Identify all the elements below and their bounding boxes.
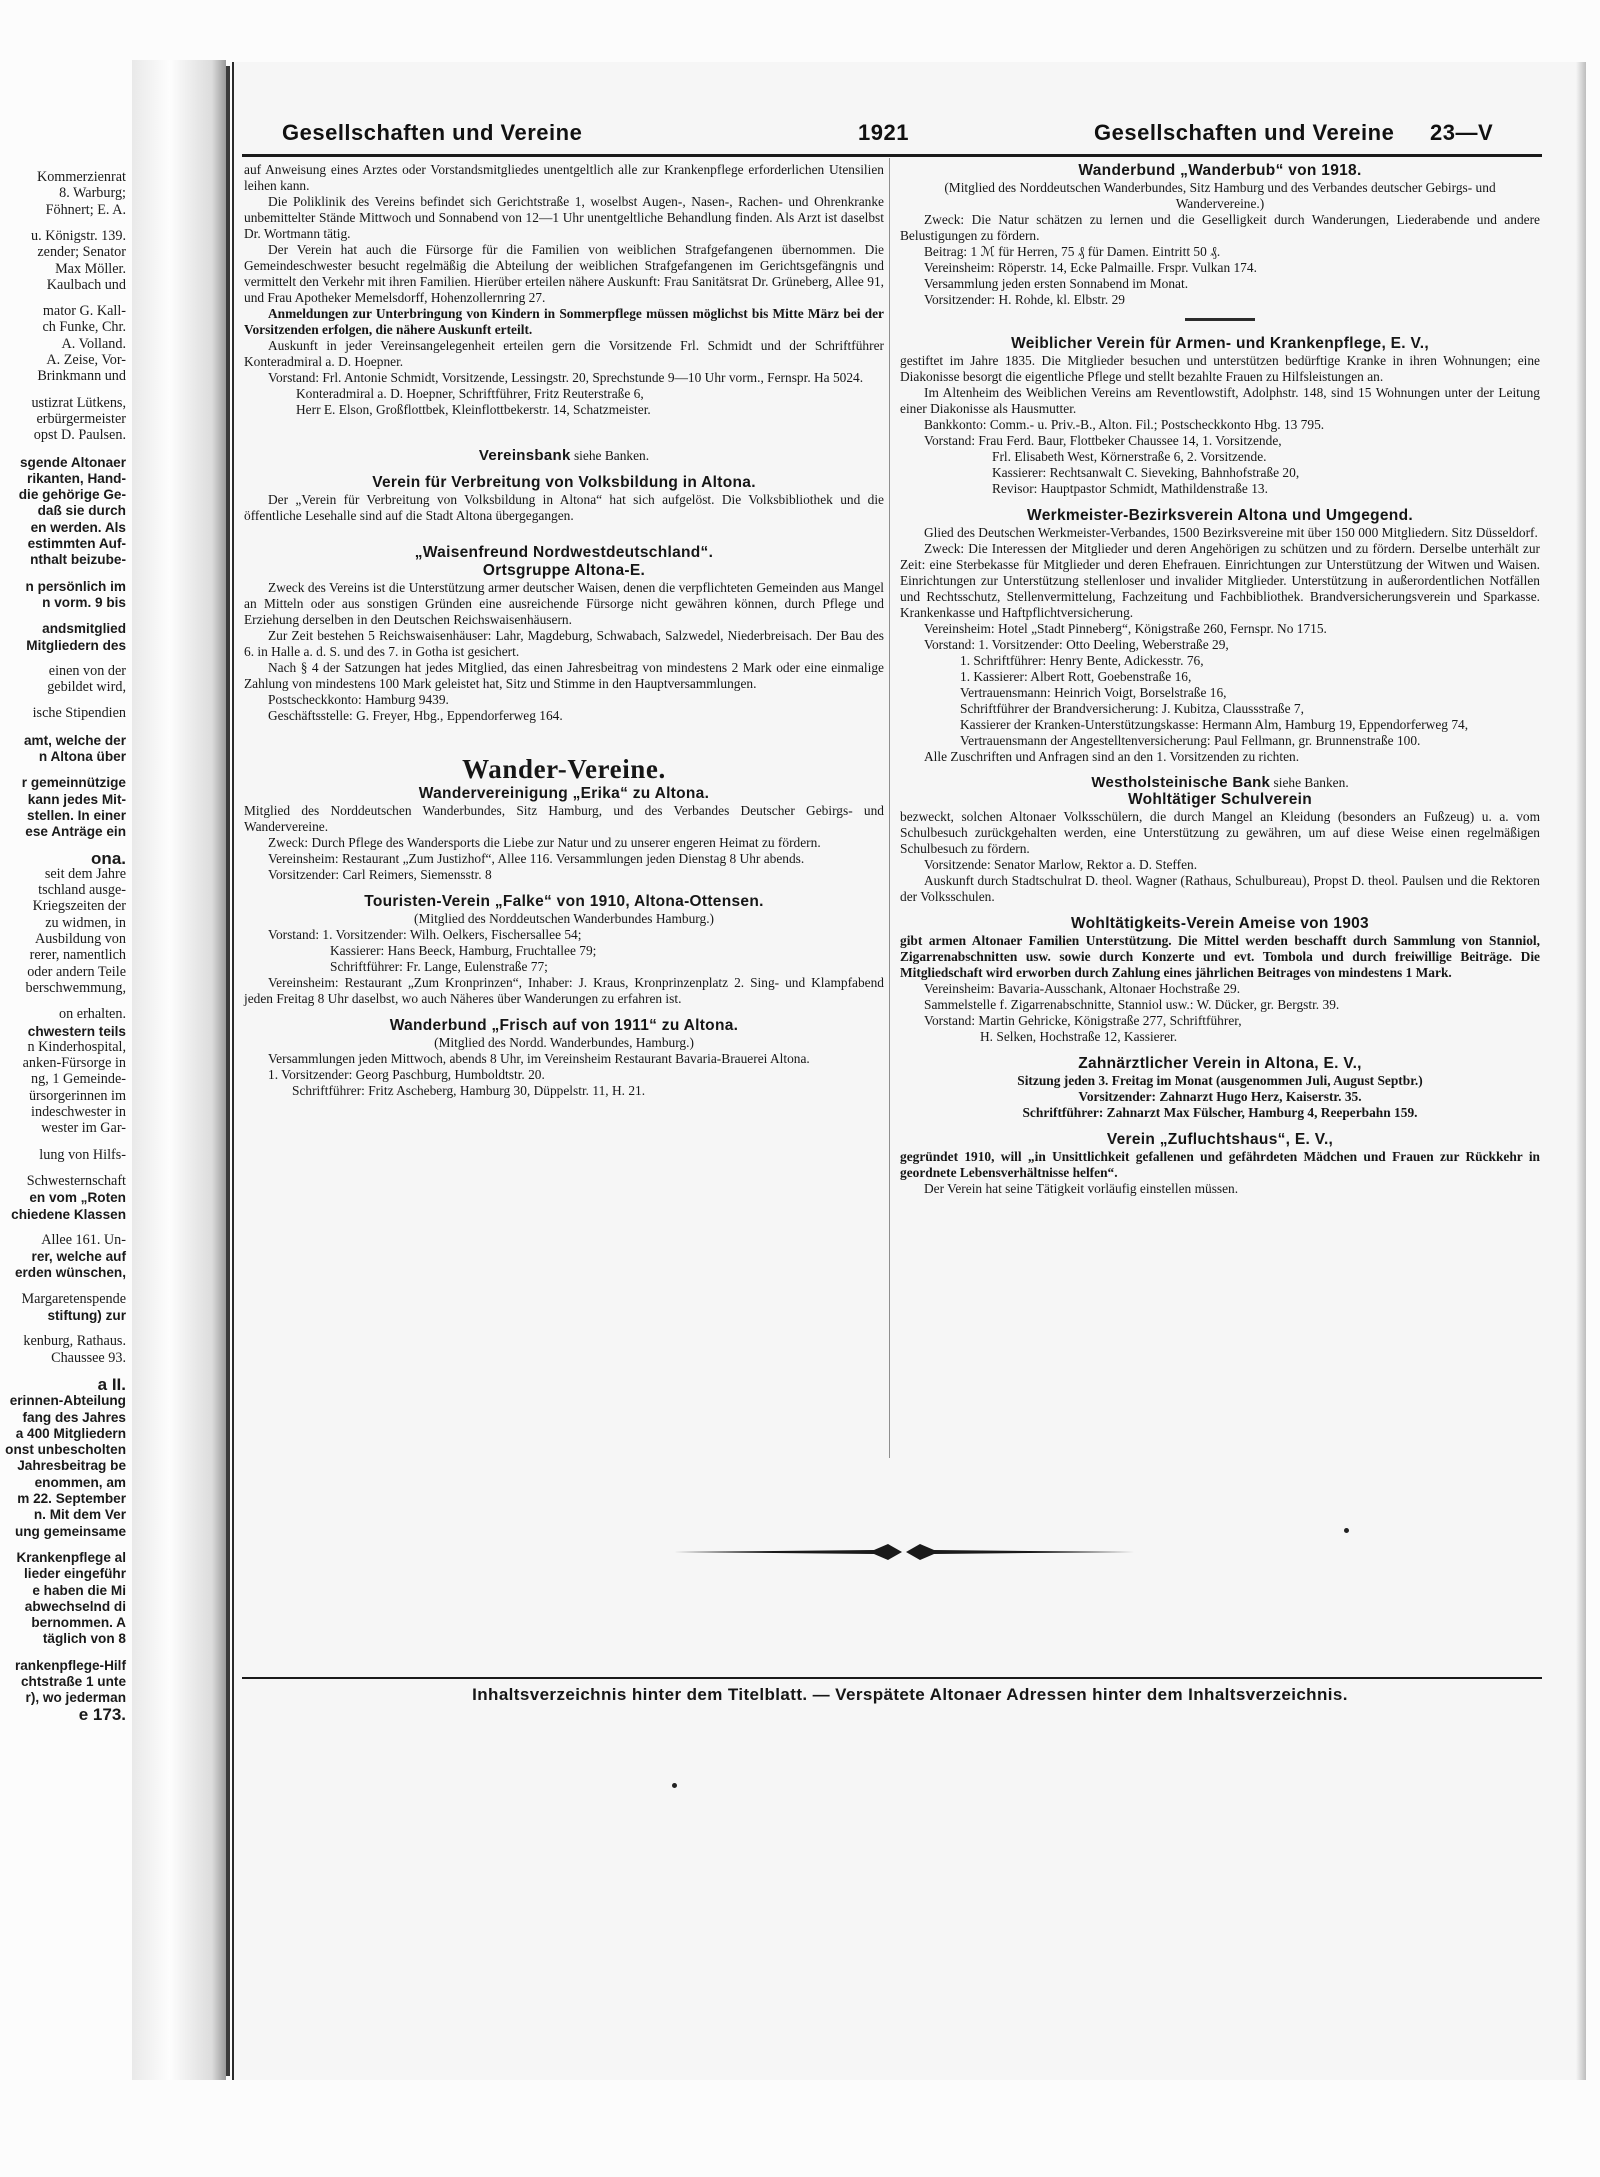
adjacent-page-line: estimmten Auf-: [27, 536, 126, 551]
adjacent-page-line: A. Zeise, Vor-: [46, 352, 126, 368]
adjacent-page-line: a 400 Mitgliedern: [15, 1425, 126, 1441]
adjacent-page-line: a II.: [97, 1374, 126, 1394]
adjacent-page-line: n persönlich im: [25, 578, 126, 594]
entry-text: Alle Zuschriften und Anfragen sind an den 1. Vorsitzenden zu richten.: [924, 749, 1300, 764]
entry-text: Vorsitzender: H. Rohde, kl. Elbstr. 29: [924, 292, 1125, 307]
entry-text: Die Poliklinik des Vereins befindet sich Gerichtstraße 1, woselbst Augen-, Nasen-, Rachen- und Ohrenkranke unbemittelter Stände Mittwoch und Sonnabend von 12—1 Uhr unentgeltliche Behandlung finden. Als Arzt ist daselbst Dr. Wortmann tätig.: [244, 194, 884, 241]
ornament-left-swash: [674, 1544, 902, 1560]
entry-title: Touristen-Verein „Falke“ von 1910, Altona-Ottensen.: [364, 893, 764, 910]
adjacent-page-line: rikanten, Hand-: [27, 470, 126, 486]
section-heading: Wander-Vereine.: [462, 754, 666, 784]
adjacent-page-line: kenburg, Rathaus.: [23, 1333, 126, 1350]
adjacent-page-line: seit dem Jahre: [44, 865, 126, 882]
entry-subtitle: (Mitglied des Norddeutschen Wanderbundes, Sitz Hamburg und des Verbandes deutscher Gebirgs- und Wandervereine.): [944, 180, 1496, 211]
page-edge: [226, 66, 230, 2076]
main-page: [232, 62, 1586, 2080]
adjacent-page-line: tschland ausge-: [38, 882, 126, 899]
entry-text: Sitzung jeden 3. Freitag im Monat (ausgenommen Juli, August Septbr.): [1017, 1073, 1423, 1088]
header-rule: [242, 154, 1542, 157]
entry-subtitle: (Mitglied des Nordd. Wanderbundes, Hamburg.): [434, 1035, 694, 1050]
entry-text: Der Verein hat auch die Fürsorge für die Familien von weiblichen Strafgefangenen übernommen. Die Gemeindeschwester besucht regelmäßig die Abteilung der weiblichen Strafgefangenen im Gerichtsgefängnis und vermittelt den Verkehr mit ihren Familien. Hierüber erteilen nähere Auskunft: Frau Sanitätsrat Dr. Grüneberg, Allee 91, und Frau Apotheker Memelsdorff, Hohenzollernring 27.: [244, 242, 884, 305]
entry-text: gestiftet im Jahre 1835. Die Mitglieder besuchen und unterstützen bedürftige Kranke in ihren Wohnungen; eine Diakonisse besorgt die eigentliche Pflege und stellt bezahlte Frauen zu Hilfsleistungen an.: [900, 353, 1540, 384]
entry-text: Auskunft durch Stadtschulrat D. theol. Wagner (Rathaus, Schulbureau), Propst D. theol. Paulsen und die Rektoren der Volksschulen.: [900, 873, 1540, 904]
adjacent-page-line: Allee 161. Un-: [41, 1231, 126, 1248]
entry-text: Vertrauensmann: Heinrich Voigt, Borselstraße 16,: [960, 685, 1227, 700]
adjacent-page-line: täglich von 8: [42, 1631, 126, 1647]
entry-title: Werkmeister-Bezirksverein Altona und Umgegend.: [1027, 507, 1413, 524]
entry-text: Sammelstelle f. Zigarrenabschnitte, Stanniol usw.: W. Dücker, gr. Bergstr. 39.: [924, 997, 1340, 1012]
reference-text: siehe Banken.: [570, 448, 650, 463]
entry-title: Wohltätiger Schulverein: [1127, 791, 1313, 808]
adjacent-page-line: Mitgliedern des: [26, 637, 126, 653]
entry-text: Anmeldungen zur Unterbringung von Kindern in Sommerpflege müssen möglichst bis Mitte März bei der Vorsitzenden erfolgen, die nähere Auskunft erteilt.: [244, 306, 884, 337]
header-year: 1921: [858, 120, 909, 145]
entry-text: Kassierer: Rechtsanwalt C. Sieveking, Bahnhofstraße 20,: [992, 465, 1300, 480]
book-gutter: [132, 60, 226, 2080]
right-column: [900, 162, 1540, 1197]
adjacent-page-line: zender; Senator: [37, 244, 126, 261]
entry-title: Wohltätigkeits-Verein Ameise von 1903: [1071, 915, 1369, 932]
adjacent-page-line: oder andern Teile: [27, 963, 126, 980]
entry-subtitle: (Mitglied des Norddeutschen Wanderbundes Hamburg.): [413, 911, 715, 926]
adjacent-page-line: ch Funke, Chr.: [42, 319, 126, 336]
entry-text: Kassierer: Hans Beeck, Hamburg, Fruchtallee 79;: [330, 943, 597, 958]
adjacent-page-line: andsmitglied: [42, 621, 126, 637]
entry-title: Verein „Zufluchtshaus“, E. V.,: [1106, 1131, 1334, 1148]
entry-text: 1. Kassierer: Albert Rott, Goebenstraße 16,: [960, 669, 1192, 684]
entry-text: Vertrauensmann der Angestelltenversicherung: Paul Fellmann, gr. Brunnenstraße 100.: [960, 733, 1421, 748]
adjacent-page-line: stellen. In einer: [27, 807, 126, 823]
adjacent-page-line: n. Mit dem Ver: [33, 1507, 126, 1523]
entry-text: Vorstand: Frau Ferd. Baur, Flottbeker Chaussee 14, 1. Vorsitzende,: [924, 433, 1282, 448]
reference-text: siehe Banken.: [1270, 775, 1349, 790]
adjacent-page-line: ustizrat Lütkens,: [31, 394, 126, 411]
entry-text: Vorsitzende: Senator Marlow, Rektor a. D. Steffen.: [924, 857, 1198, 872]
entry-text: Versammlung jeden ersten Sonnabend im Monat.: [924, 276, 1189, 291]
entry-text: Vereinsheim: Bavaria-Ausschank, Altonaer Hochstraße 29.: [924, 981, 1241, 996]
adjacent-page-line: ona.: [91, 848, 126, 868]
header-right-title: Gesellschaften und Vereine: [1094, 120, 1395, 145]
entry-text: Mitglied des Norddeutschen Wanderbundes, Sitz Hamburg, und des Verbandes Deutscher Gebirgs- und Wandervereine.: [244, 803, 884, 834]
adjacent-page-line: lung von Hilfs-: [39, 1146, 126, 1163]
adjacent-page-line: ese Anträge ein: [25, 824, 126, 840]
entry-text: Vorstand: 1. Vorsitzender: Otto Deeling, Weberstraße 29,: [924, 637, 1229, 652]
adjacent-page-line: m 22. September: [17, 1491, 126, 1506]
adjacent-page-line: erbürgermeister: [36, 410, 126, 427]
adjacent-page-line: Kommerzienrat: [36, 170, 126, 185]
adjacent-page-line: A. Volland.: [61, 335, 126, 352]
entry-text: 1. Vorsitzender: Georg Paschburg, Humboldtstr. 20.: [268, 1067, 545, 1082]
entry-text: Vorsitzender: Carl Reimers, Siemensstr. 8: [268, 867, 492, 882]
adjacent-page-line: ung gemeinsame: [14, 1523, 126, 1539]
adjacent-page-line: ng, 1 Gemeinde-: [31, 1071, 126, 1088]
adjacent-page-line: chwestern teils: [27, 1023, 126, 1039]
adjacent-page-line: en werden. Als: [30, 519, 126, 535]
adjacent-page-line: e 173.: [78, 1704, 126, 1724]
adjacent-page-line: indeschwester in: [31, 1104, 126, 1120]
cross-reference: [244, 448, 884, 464]
footer-note: Inhaltsverzeichnis hinter dem Titelblatt. — Verspätete Altonaer Adressen hinter dem Inhaltsverzeichnis.: [472, 1685, 1348, 1704]
adjacent-page-line: rer, welche auf: [31, 1249, 126, 1265]
decorative-ornament: [674, 1540, 1134, 1564]
adjacent-page-line: enommen, am: [34, 1474, 126, 1490]
adjacent-page-line: n vorm. 9 bis: [42, 594, 126, 610]
adjacent-page-line: opst D. Paulsen.: [33, 427, 126, 444]
adjacent-page-line: amt, welche der: [24, 732, 126, 748]
adjacent-page-line: Chaussee 93.: [51, 1349, 126, 1366]
adjacent-page-line: gebildet wird,: [47, 679, 126, 696]
adjacent-page-line: Krankenpflege al: [16, 1549, 126, 1565]
adjacent-page-line: bernommen. A: [31, 1615, 126, 1631]
adjacent-page-line: on erhalten.: [59, 1006, 126, 1023]
adjacent-page-line: die gehörige Ge-: [18, 487, 126, 503]
adjacent-page-line: nthalt beizube-: [30, 552, 126, 568]
entry-title: Verein für Verbreitung von Volksbildung in Altona.: [372, 474, 756, 491]
entry-text: Glied des Deutschen Werkmeister-Verbandes, 1500 Bezirksvereine mit über 150 000 Mitgliedern. Sitz Düsseldorf.: [924, 525, 1538, 540]
entry-text: Vorsitzender: Zahnarzt Hugo Herz, Kaiserstr. 35.: [1078, 1089, 1362, 1104]
entry-text: Postscheckkonto: Hamburg 9439.: [268, 692, 449, 707]
adjacent-page-line: 8. Warburg;: [59, 185, 126, 202]
entry-text: 1. Schriftführer: Henry Bente, Adickesstr. 76,: [960, 653, 1204, 668]
entry-text: Schriftführer: Fr. Lange, Eulenstraße 77;: [330, 959, 548, 974]
adjacent-page-line: Brinkmann und: [37, 368, 126, 385]
adjacent-page-line: fang des Jahres: [22, 1409, 126, 1425]
entry-text: Im Altenheim des Weiblichen Vereins am Reventlowstift, Adolphstr. 148, sind 15 Wohnungen unter der Leitung einer Diakonisse als Hausmutter.: [900, 385, 1540, 416]
entry-title: Zahnärztlicher Verein in Altona, E. V.,: [1078, 1055, 1362, 1072]
entry-text: Vereinsheim: Hotel „Stadt Pinneberg“, Königstraße 260, Fernspr. No 1715.: [924, 621, 1327, 636]
adjacent-page-line: Kaulbach und: [46, 276, 126, 293]
adjacent-page-line: Max Möller.: [55, 260, 126, 277]
entry-text: H. Selken, Hochstraße 12, Kassierer.: [980, 1029, 1178, 1044]
entry-title: Wanderbund „Wanderbub“ von 1918.: [1078, 162, 1362, 179]
entry-subtitle: Ortsgruppe Altona-E.: [482, 562, 646, 579]
adjacent-page-line: berschwemmung,: [25, 979, 126, 996]
adjacent-page-line: erinnen-Abteilung: [9, 1393, 126, 1409]
entry-text: Der „Verein für Verbreitung von Volksbildung in Altona“ hat sich aufgelöst. Die Volksbibliothek und die öffentliche Lesehalle sind auf die Stadt Altona übergegangen.: [244, 492, 884, 523]
adjacent-page-line: Jahresbeitrag be: [17, 1458, 126, 1474]
entry-text: Der Verein hat seine Tätigkeit vorläufig einstellen müssen.: [924, 1181, 1239, 1196]
adjacent-page-line: daß sie durch: [37, 503, 126, 519]
entry-text: Zweck: Die Interessen der Mitglieder und deren Angehörigen zu schützen und zu fördern. Derselbe unterhält zur Zeit: eine Sterbekasse für Mitglieder und deren Ehefrauen. Einrichtungen zur Unterstützung der Witwen und Waisen. Einrichtungen zur Unterstützung stellenloser und invalider Mitglieder. Unterstützung in außerordentlichen Notfällen und Rechtsschutz, Stellenvermittelung, Fachzeitung und Fachbibliothek. Brandversicherungsverein und Sparkasse. Krankenkasse und Haftpflichtversicherung.: [900, 541, 1540, 620]
footer-rule: [242, 1677, 1542, 1679]
adjacent-page-line: rerer, namentlich: [29, 947, 126, 964]
entry-text: Vereinsheim: Röperstr. 14, Ecke Palmaille. Frspr. Vulkan 174.: [924, 260, 1257, 275]
entry-text: Nach § 4 der Satzungen hat jedes Mitglied, das einen Jahresbeitrag von mindestens 2 Mark oder eine einmalige Zahlung von mindestens 100 Mark geleistet hat, Sitz und Stimme in den Hauptversammlungen.: [244, 660, 884, 691]
adjacent-page-line: Ausbildung von: [34, 931, 126, 947]
adjacent-page-fragment: [0, 170, 132, 2030]
cross-reference: [900, 775, 1540, 791]
entry-text: bezweckt, solchen Altonaer Volksschülern, die durch Mangel an Kleidung (besonders an Fußzeug) u. a. vom Schulbesuch zurückgehalten werden, eine Unterstützung zu gewähren, um auf diese Weise einen regelmäßigen Schulbesuch zu fördern.: [900, 809, 1540, 856]
entry-title: Wanderbund „Frisch auf von 1911“ zu Altona.: [389, 1017, 739, 1034]
entry-text: Konteradmiral a. D. Hoepner, Schriftführer, Fritz Reuterstraße 6,: [296, 386, 644, 401]
ornament-right-swash: [906, 1544, 1134, 1560]
entry-text: Vorstand: Frl. Antonie Schmidt, Vorsitzende, Lessingstr. 20, Sprechstunde 9—10 Uhr vorm., Fernspr. Ha 5024.: [268, 370, 864, 385]
adjacent-page-line: lieder eingeführ: [24, 1566, 126, 1582]
entry-text: Schriftführer der Brandversicherung: J. Kubitza, Claussstraße 7,: [960, 701, 1304, 716]
entry-text: Frl. Elisabeth West, Körnerstraße 6, 2. Vorsitzende.: [992, 449, 1267, 464]
entry-text: Revisor: Hauptpastor Schmidt, Mathildenstraße 13.: [992, 481, 1268, 496]
adjacent-page-line: ische Stipendien: [32, 705, 126, 722]
entry-text: Bankkonto: Comm.- u. Priv.-B., Alton. Fil.; Postscheckkonto Hbg. 13 795.: [924, 417, 1325, 432]
entry-title: Westholsteinische Bank: [1091, 774, 1271, 791]
entry-text: gibt armen Altonaer Familien Unterstützung. Die Mittel werden beschafft durch Sammlung von Stanniol, Zigarrenabschnitten usw. sowie durch Konzerte und evt. Tombola und durch freiwillige Beiträge. Die Mitgliedschaft wird erworben durch Zahlung eines jährlichen Beitrages von mindestens 1 Mark.: [900, 933, 1540, 980]
entry-text: Zweck: Durch Pflege des Wandersports die Liebe zur Natur und zu unserer engeren Heimat zu fördern.: [268, 835, 821, 850]
left-column: [244, 162, 884, 1099]
adjacent-page-line: e haben die Mi: [32, 1582, 126, 1598]
adjacent-page-line: chiedene Klassen: [11, 1206, 126, 1222]
adjacent-page-line: Schwesternschaft: [26, 1172, 126, 1189]
entry-text: Zur Zeit bestehen 5 Reichswaisenhäuser: Lahr, Magdeburg, Schwabach, Salzwedel, Niederbreisach. Der Bau des 6. in Halle a. d. S. und des 7. in Gotha ist gesichert.: [244, 628, 884, 659]
entry-text: Schriftführer: Zahnarzt Max Fülscher, Hamburg 4, Reeperbahn 159.: [1022, 1105, 1418, 1120]
header-left-title: Gesellschaften und Vereine: [282, 120, 583, 145]
entry-text: Vereinsheim: Restaurant „Zum Kronprinzen“, Inhaber: J. Kraus, Kronprinzenplatz 2. Sing- und Klampfabend jeden Freitag 8 Uhr daselbst, wo auch Näheres über Wanderungen zu erfahren ist.: [244, 975, 884, 1006]
entry-text: Kassierer der Kranken-Unterstützungskasse: Hermann Alm, Hamburg 19, Eppendorferweg 74,: [960, 717, 1469, 732]
adjacent-page-line: r), wo jederman: [25, 1690, 126, 1706]
adjacent-page-line: stiftung) zur: [47, 1308, 126, 1323]
entry-text: Zweck des Vereins ist die Unterstützung armer deutscher Waisen, denen die verpflichteten Gemeinden aus Mangel an Mitteln oder aus sonstigen Gründen eine ausreichende Fürsorge nicht gewähren können, durch Pflege und Erziehung derselben in den Deutschen Reichswaisenhäusern.: [244, 580, 884, 627]
adjacent-page-line: anken-Fürsorge in: [22, 1055, 126, 1072]
page-number: 23—V: [1430, 120, 1494, 145]
adjacent-page-line: sgende Altonaer: [19, 454, 126, 470]
adjacent-page-line: Margaretenspende: [21, 1290, 126, 1307]
entry-text: auf Anweisung eines Arztes oder Vorstandsmitgliedes unentgeltlich alle zur Krankenpflege erforderlichen Utensilien leihen kann.: [244, 162, 884, 193]
entry-text: Vorstand: Martin Gehricke, Königstraße 277, Schriftführer,: [924, 1013, 1242, 1028]
adjacent-page-line: u. Königstr. 139.: [31, 227, 126, 244]
adjacent-page-line: n Altona über: [38, 749, 126, 764]
entry-text: Vereinsheim: Restaurant „Zum Justizhof“, Allee 116. Versammlungen jeden Dienstag 8 Uhr abends.: [268, 851, 805, 866]
entry-text: Herr E. Elson, Großflottbek, Kleinflottbekerstr. 14, Schatzmeister.: [296, 402, 651, 417]
column-divider: [889, 158, 890, 1458]
adjacent-page-line: abwechselnd di: [24, 1598, 126, 1614]
entry-text: gegründet 1910, will „in Unsittlichkeit gefallenen und gefährdeten Mädchen und Frauen zur Rückkehr in geordnete Lebensverhältnisse helfen“.: [900, 1149, 1540, 1180]
entry-text: Beitrag: 1 ℳ für Herren, 75 ₰ für Damen. Eintritt 50 ₰.: [924, 244, 1221, 259]
entry-text: Vorstand: 1. Vorsitzender: Wilh. Oelkers, Fischersallee 54;: [268, 927, 582, 942]
adjacent-page-line: en vom „Roten: [29, 1190, 126, 1206]
section-separator: [1185, 318, 1255, 321]
entry-text: Zweck: Die Natur schätzen zu lernen und die Geselligkeit durch Wanderungen, Liederabende und andere Belustigungen zu fördern.: [900, 212, 1540, 243]
adjacent-page-line: mator G. Kall-: [42, 303, 126, 320]
adjacent-page-line: n Kinderhospital,: [27, 1038, 126, 1055]
entry-title: Wandervereinigung „Erika“ zu Altona.: [418, 785, 710, 802]
adjacent-page-line: erden wünschen,: [14, 1265, 126, 1281]
adjacent-page-line: Kriegszeiten der: [32, 898, 126, 915]
entry-title: Vereinsbank: [478, 447, 571, 464]
adjacent-page-line: rankenpflege-Hilf: [14, 1657, 126, 1673]
entry-text: Versammlungen jeden Mittwoch, abends 8 Uhr, im Vereinsheim Restaurant Bavaria-Brauerei Altona.: [268, 1051, 810, 1066]
entry-title: „Waisenfreund Nordwestdeutschland“.: [414, 544, 714, 561]
ink-speck: [672, 1783, 677, 1788]
entry-text: Schriftführer: Fritz Ascheberg, Hamburg 30, Düppelstr. 11, H. 21.: [292, 1083, 646, 1098]
adjacent-page-line: r gemeinnützige: [21, 775, 126, 791]
adjacent-page-line: chtstraße 1 unte: [21, 1674, 126, 1689]
entry-text: Auskunft in jeder Vereinsangelegenheit erteilen gern die Vorsitzende Frl. Schmidt und der Schriftführer Konteradmiral a. D. Hoepner.: [244, 338, 884, 369]
adjacent-page-line: einen von der: [48, 662, 126, 679]
adjacent-page-line: onst unbescholten: [5, 1442, 126, 1458]
entry-title: Weiblicher Verein für Armen- und Krankenpflege, E. V.,: [1011, 335, 1429, 352]
ink-speck: [1344, 1528, 1349, 1533]
adjacent-page-line: ürsorgerinnen im: [28, 1087, 126, 1104]
adjacent-page-line: wester im Gar-: [41, 1120, 126, 1137]
running-header: [234, 120, 1586, 150]
adjacent-page-line: Föhnert; E. A.: [45, 201, 126, 218]
adjacent-page-line: kann jedes Mit-: [27, 791, 126, 807]
adjacent-page-line: zu widmen, in: [45, 914, 126, 931]
entry-text: Geschäftsstelle: G. Freyer, Hbg., Eppendorferweg 164.: [268, 708, 563, 723]
